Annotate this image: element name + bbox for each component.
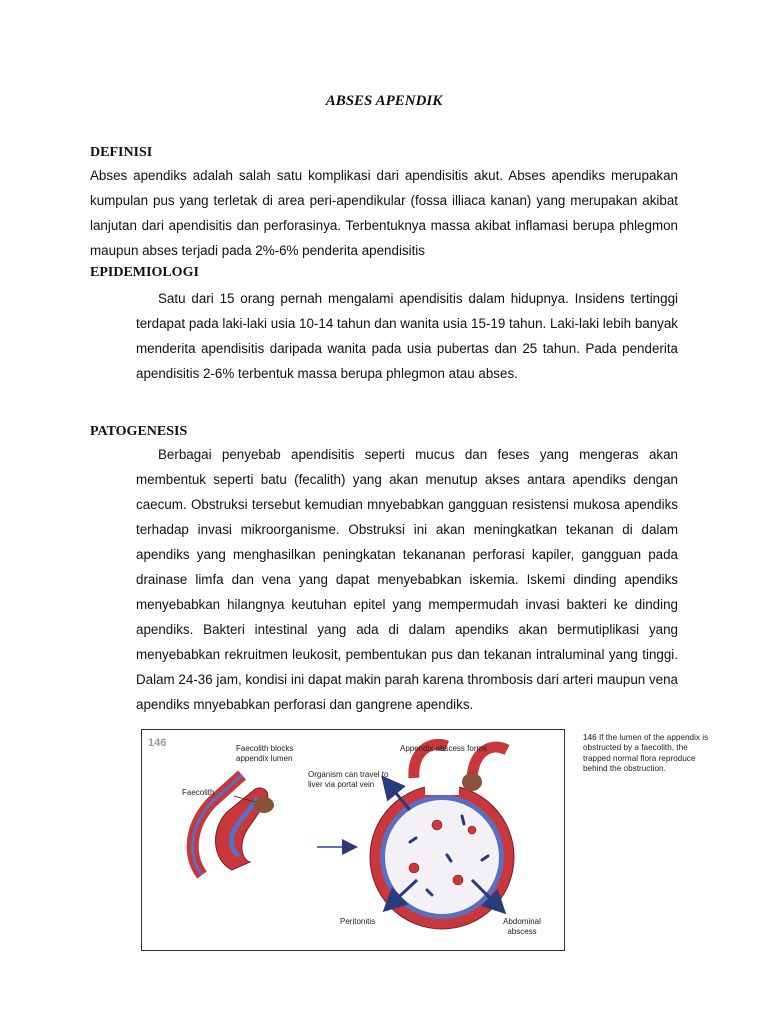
figure-number: 146 bbox=[148, 737, 167, 749]
label-peritonitis: Peritonitis bbox=[340, 917, 376, 926]
patogenesis-paragraph: Berbagai penyebab apendisitis seperti mucus dan feses yang mengeras akan membentuk seperti batu (fecalith) yang akan menutup akses antara apendiks dengan caecum. Obstruksi tersebut kemudian mnyebabkan gangguan resistensi mukosa apendiks terhadap invasi mikroorganisme. Obstruksi ini akan meningkatkan tekanan di dalam apendiks yang menghasilkan peningkatan tekananan perforasi kapiler, gangguan pada drainase limfa dan vena yang dapat menyebabkan iskemia. Iskemi dinding apendiks menyebabkan hilangnya keutuhan epitel yang mempermudah invasi bakteri ke dinding apendiks. Bakteri intestinal yang ada di dalam apendiks akan bermutiplikasi yang menyebabkan rekruitmen leukosit, pembentukan pus dan tekanan intraluminal yang tinggi. Dalam 24-36 jam, kondisi ini dapat makin parah karena thrombosis dari arteri maupun vena apendiks mnyebabkan perforasi dan gangrene apendiks. bbox=[136, 447, 678, 712]
caption-number: 146 bbox=[583, 733, 597, 742]
label-organism-travel: Organism can travel to liver via portal vein bbox=[308, 770, 389, 789]
page-title: ABSES APENDIK bbox=[325, 93, 443, 109]
caption-text: If the lumen of the appendix is obstructed by a faecolith, the trapped normal flora reproduce behind the obstruction. bbox=[583, 733, 709, 773]
faecolith-stone bbox=[254, 797, 274, 813]
epidemiologi-heading: EPIDEMIOLOGI bbox=[90, 265, 199, 280]
figure-caption bbox=[583, 733, 711, 774]
label-faecolith: Faecolith bbox=[182, 788, 215, 797]
label-abdominal-abscess: Abdominal abscess bbox=[503, 917, 541, 936]
patogenesis-heading: PATOGENESIS bbox=[90, 424, 188, 439]
label-faecolith-blocks: Faecolith blocks appendix lumen bbox=[236, 744, 294, 763]
label-abscess-forms: Appendix abscess forms bbox=[400, 744, 488, 753]
epidemiologi-paragraph: Satu dari 15 orang pernah mengalami apendisitis dalam hidupnya. Insidens tertinggi terdapat pada laki-laki usia 10-14 tahun dan wanita usia 15-19 tahun. Laki-laki lebih banyak menderita apendisitis daripada wanita pada usia pubertas dan 25 tahun. Pada penderita apendisitis 2-6% terbentuk massa berupa phlegmon atau abses. bbox=[136, 291, 678, 381]
definisi-paragraph: Abses apendiks adalah salah satu komplikasi dari apendisitis akut. Abses apendiks merupakan kumpulan pus yang terletak di area peri-apendikular (fossa illiaca kanan) yang merupakan akibat lanjutan dari apendisitis dan perforasinya. Terbentuknya massa akibat inflamasi berupa phlegmon maupun abses terjadi pada 2%-6% penderita apendisitis bbox=[90, 168, 678, 258]
appendix-abscess-figure bbox=[141, 729, 565, 951]
definisi-heading: DEFINISI bbox=[90, 145, 153, 160]
